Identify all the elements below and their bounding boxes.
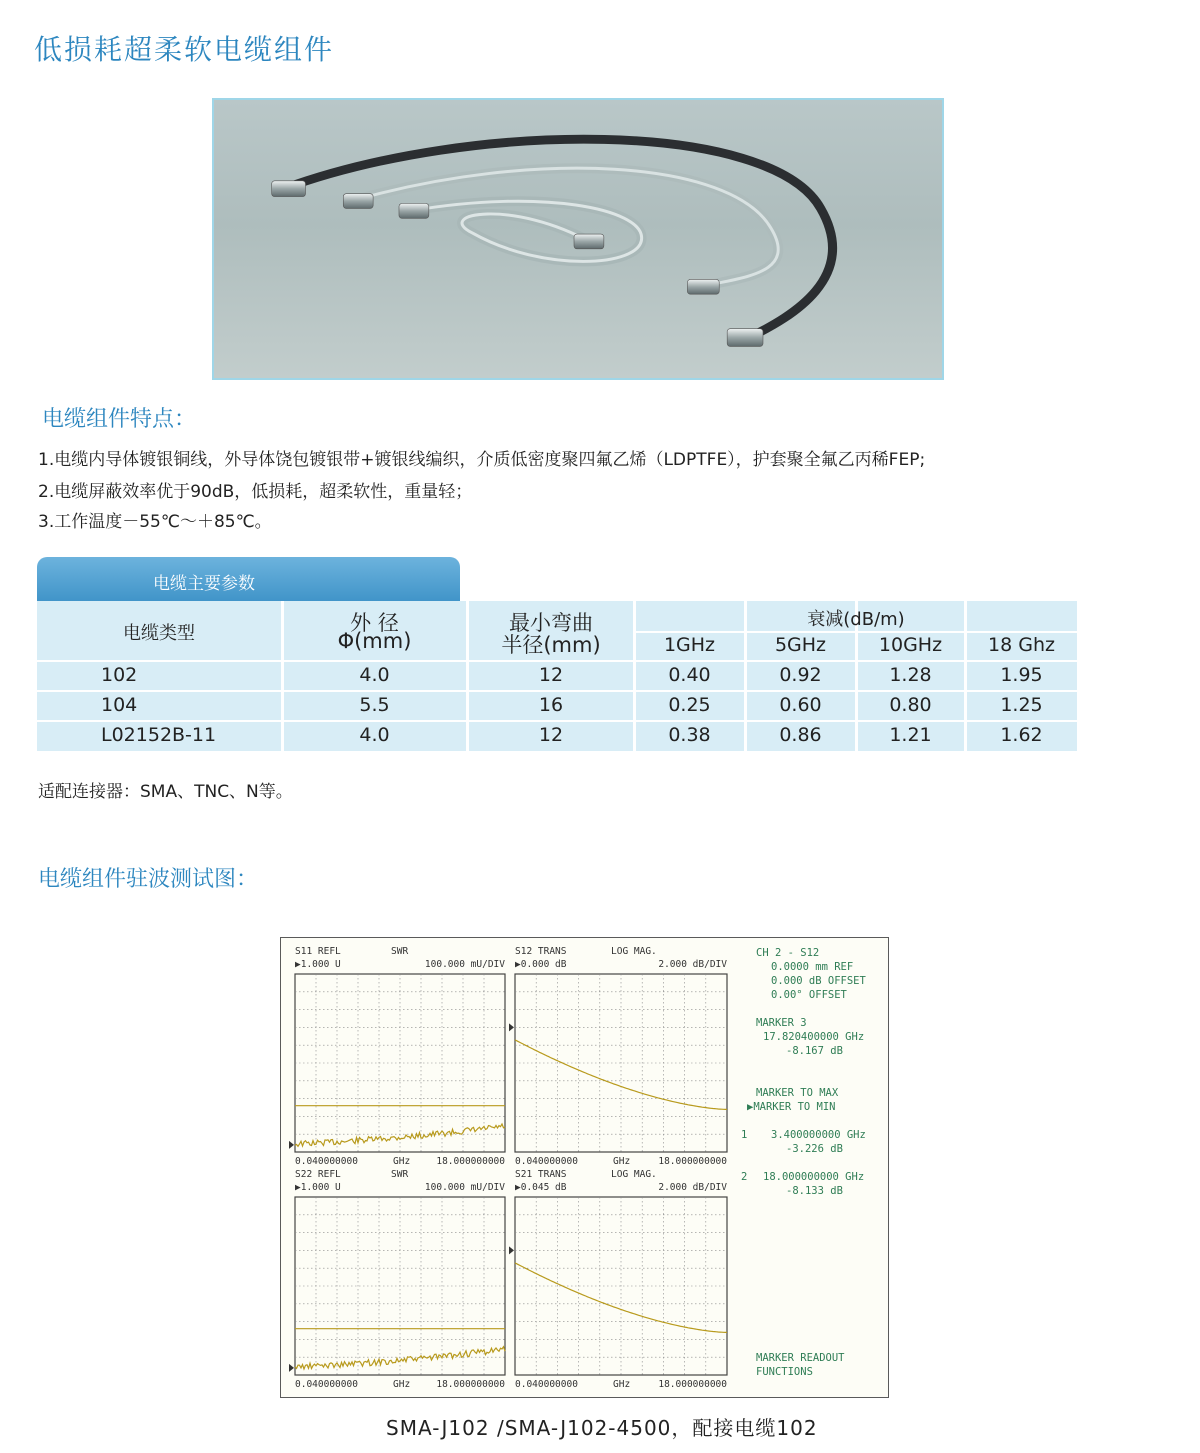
header-type: 电缆类型 [123,623,195,644]
side-ref: 0.0000 mm REF [771,961,854,973]
row-l02152b-a5: 0.86 [779,724,822,746]
row-104-type: 104 [101,694,138,716]
marker-2-freq: 18.000000000 GHz [763,1171,865,1183]
marker-readout-line1[interactable]: MARKER READOUT [756,1352,845,1364]
s22-name: S22 REFL [295,1169,341,1180]
s11-freq-unit: GHz [393,1156,411,1167]
row-102-type: 102 [101,664,138,686]
marker-1-freq: 3.400000000 GHz [771,1129,866,1141]
s12-stop-freq: 18.000000000 [658,1156,727,1167]
row-l02152b-type: L02152B-11 [101,724,217,746]
feature-item-1: 1.电缆内导体镀银铜线，外导体饶包镀银带+镀银线编织，介质低密度聚四氟乙烯（LDPTFE），护套聚全氟乙丙稀FEP; [38,450,926,470]
side-marker-freq: 17.820400000 GHz [763,1031,865,1043]
vswr-chart-heading: 电缆组件驻波测试图： [38,867,259,892]
s11-scale: 100.000 mU/DIV [424,959,505,970]
s12-ref-arrow [509,1023,514,1031]
row-104-a1: 0.25 [668,694,711,716]
row-l02152b-od: 4.0 [359,724,390,746]
s22-ref-arrow [289,1364,294,1372]
s22-scale: 100.000 mU/DIV [424,1182,505,1193]
side-offset-db: 0.000 dB OFFSET [771,975,866,987]
s11-format: SWR [391,946,409,957]
row-104-od: 5.5 [359,694,390,716]
header-freq-1ghz: 1GHz [663,634,716,656]
cable-assemblies-photo [212,98,944,380]
row-l02152b-a18: 1.62 [1000,724,1043,746]
s21-stop-freq: 18.000000000 [658,1379,727,1390]
side-marker-value: -8.167 dB [786,1045,843,1057]
s11-ref-arrow [289,1141,294,1149]
s22-ref: ▶1.000 U [295,1182,341,1193]
s12-ref: ▶0.000 dB [515,959,567,970]
header-bend-line1: 最小弯曲 [509,611,593,635]
s21-format: LOG MAG. [611,1169,657,1180]
header-od-line2: Φ(mm) [337,629,412,653]
marker-to-max[interactable]: MARKER TO MAX [756,1087,839,1099]
analyzer-plots [281,938,890,1399]
header-bend-line2: 半径(mm) [501,633,601,657]
header-od-line1: 外 径 [350,611,399,635]
features-heading: 电缆组件特点： [42,407,197,432]
network-analyzer-screen [280,937,889,1398]
row-102-bend: 12 [538,664,564,686]
side-channel: CH 2 - S12 [756,947,820,959]
marker-2-value: -8.133 dB [786,1185,843,1197]
row-104-bend: 16 [538,694,564,716]
row-102-a5: 0.92 [779,664,822,686]
row-102-a1: 0.40 [668,664,711,686]
s22-freq-unit: GHz [393,1379,411,1390]
s21-scale: 2.000 dB/DIV [658,1182,727,1193]
s21-freq-unit: GHz [613,1379,631,1390]
side-marker-label: MARKER 3 [756,1017,807,1029]
row-104-a10: 0.80 [889,694,932,716]
feature-item-3: 3.工作温度－55℃～＋85℃。 [38,512,272,532]
marker-readout-line2[interactable]: FUNCTIONS [756,1366,813,1378]
marker-1-value: -3.226 dB [786,1143,843,1155]
row-104-a5: 0.60 [779,694,822,716]
row-102-a18: 1.95 [1000,664,1043,686]
s21-ref-arrow [509,1246,514,1254]
page-title: 低损耗超柔软电缆组件 [34,33,335,66]
s11-start-freq: 0.040000000 [295,1156,358,1167]
s12-start-freq: 0.040000000 [515,1156,578,1167]
params-tab-label: 电缆主要参数 [153,574,255,594]
s12-format: LOG MAG. [611,946,657,957]
row-102-od: 4.0 [359,664,390,686]
side-offset-deg: 0.00° OFFSET [771,989,847,1001]
row-l02152b-a10: 1.21 [889,724,932,746]
header-attenuation: 衰减(dB/m) [807,609,905,630]
row-104-a18: 1.25 [1000,694,1043,716]
compatible-connectors: 适配连接器：SMA、TNC、N等。 [38,782,293,802]
row-102-a10: 1.28 [889,664,932,686]
header-freq-18ghz: 18 Ghz [988,634,1055,656]
chart-caption: SMA-J102 /SMA-J102-4500，配接电缆102 [386,1416,818,1440]
s11-name: S11 REFL [295,946,341,957]
s12-freq-unit: GHz [613,1156,631,1167]
header-freq-5ghz: 5GHz [774,634,827,656]
s21-name: S21 TRANS [515,1169,567,1180]
s11-ref: ▶1.000 U [295,959,341,970]
params-tab [37,557,460,603]
s12-name: S12 TRANS [515,946,567,957]
s21-start-freq: 0.040000000 [515,1379,578,1390]
s21-ref: ▶0.045 dB [515,1182,567,1193]
row-l02152b-a1: 0.38 [668,724,711,746]
s22-start-freq: 0.040000000 [295,1379,358,1390]
marker-to-min[interactable]: ▶MARKER TO MIN [747,1101,836,1113]
s11-stop-freq: 18.000000000 [436,1156,505,1167]
row-l02152b-bend: 12 [538,724,564,746]
s22-stop-freq: 18.000000000 [436,1379,505,1390]
s12-scale: 2.000 dB/DIV [658,959,727,970]
feature-item-2: 2.电缆屏蔽效率优于90dB，低损耗，超柔软性，重量轻； [38,482,473,502]
params-table [37,601,1077,751]
marker-1-number: 1 [741,1129,748,1141]
header-freq-10ghz: 10GHz [878,634,943,656]
s22-format: SWR [391,1169,409,1180]
marker-2-number: 2 [741,1171,748,1183]
